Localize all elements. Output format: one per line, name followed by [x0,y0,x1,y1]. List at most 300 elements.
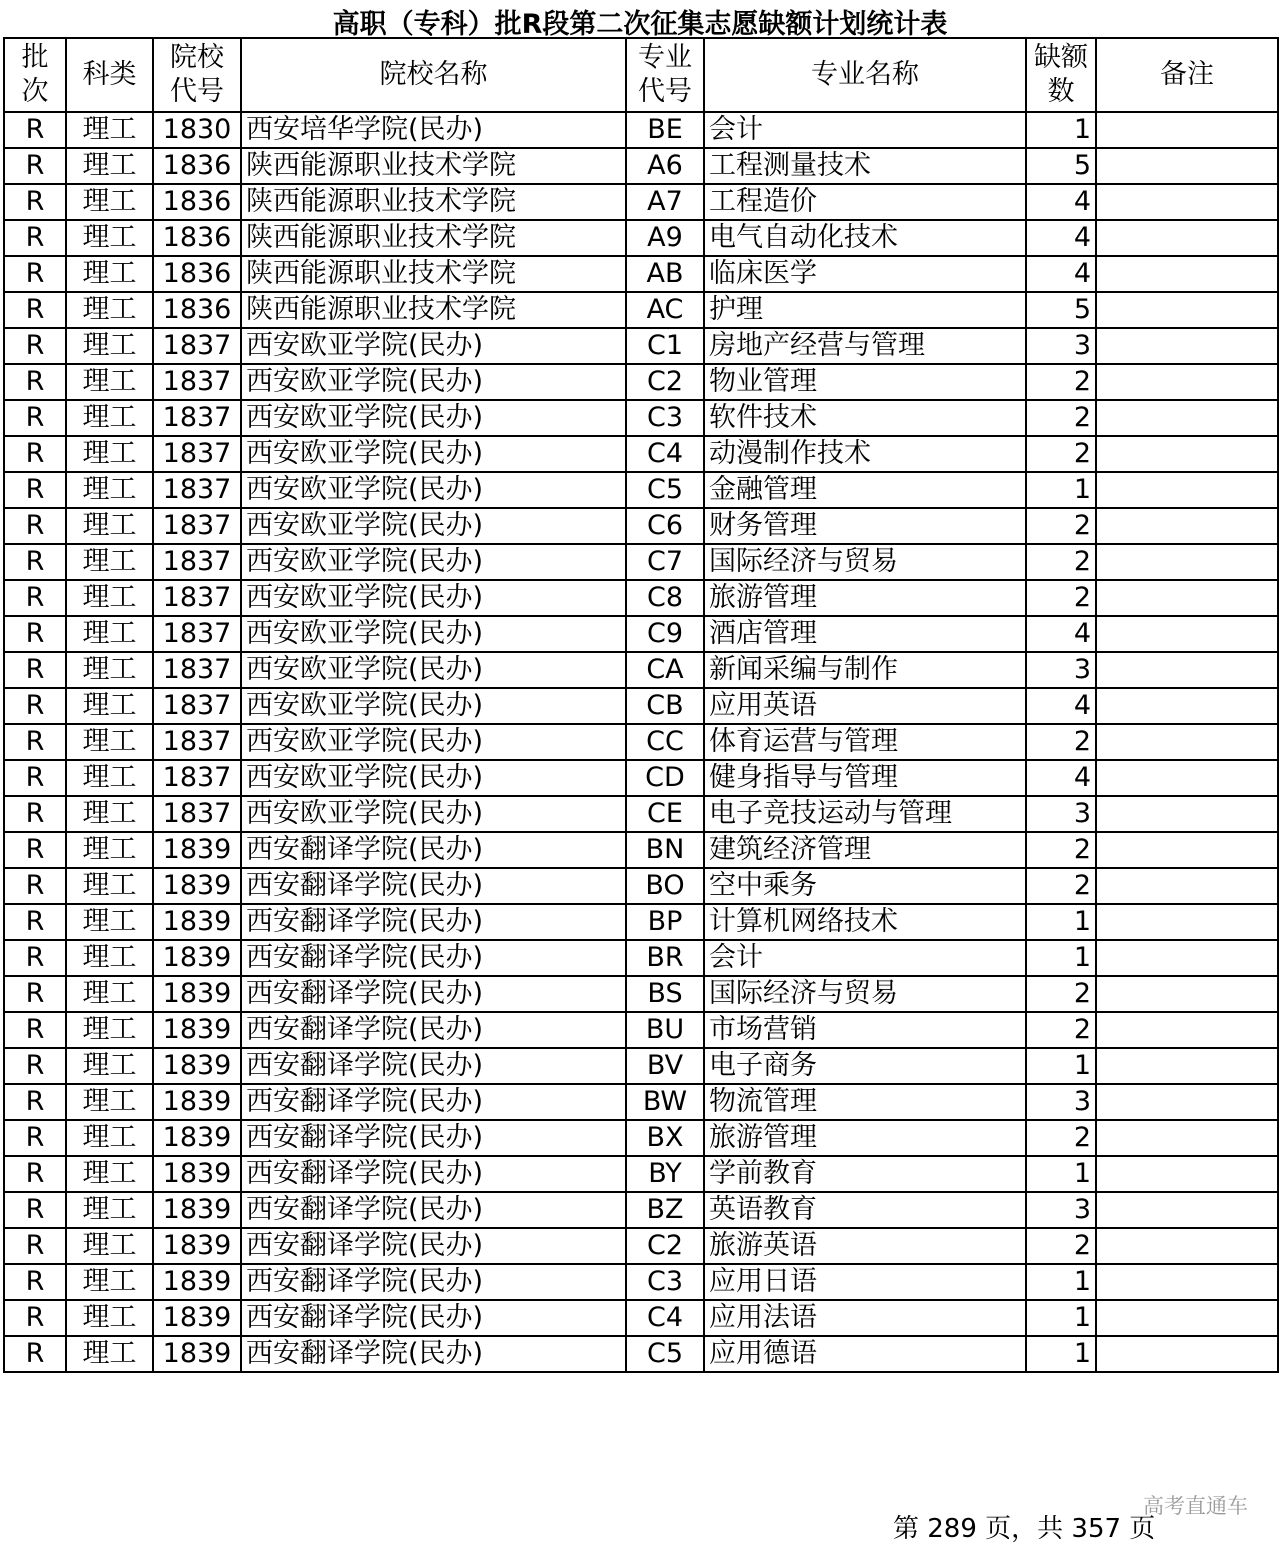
watermark: 高考直通车 [1143,1494,1248,1518]
table-row [4,220,1278,256]
cell-remarks [1096,1084,1278,1120]
cell-major-code: CC [626,724,704,760]
cell-school-code: 1836 [153,256,241,292]
header-major-name: 专业名称 [704,38,1026,112]
cell-vacancy: 2 [1026,580,1096,616]
cell-remarks [1096,112,1278,148]
quota-table [3,37,1279,1373]
cell-batch: R [4,1264,66,1300]
cell-vacancy: 1 [1026,1264,1096,1300]
table-row [4,148,1278,184]
cell-batch: R [4,1300,66,1336]
cell-major-name: 会计 [704,112,1026,148]
cell-remarks [1096,796,1278,832]
cell-remarks [1096,1156,1278,1192]
cell-vacancy: 2 [1026,1228,1096,1264]
table-row [4,940,1278,976]
table-row [4,292,1278,328]
cell-school-code: 1839 [153,940,241,976]
cell-school-code: 1837 [153,436,241,472]
cell-major-name: 旅游英语 [704,1228,1026,1264]
cell-major-name: 临床医学 [704,256,1026,292]
cell-major-code: BZ [626,1192,704,1228]
cell-major-name: 物流管理 [704,1084,1026,1120]
cell-vacancy: 2 [1026,544,1096,580]
cell-school-code: 1837 [153,328,241,364]
cell-school-code: 1836 [153,292,241,328]
cell-school-code: 1837 [153,544,241,580]
cell-major-name: 软件技术 [704,400,1026,436]
cell-major-code: BX [626,1120,704,1156]
cell-category: 理工 [66,544,153,580]
cell-major-code: C2 [626,364,704,400]
table-row [4,1156,1278,1192]
cell-school-name: 西安欧亚学院(民办) [241,544,626,580]
cell-category: 理工 [66,472,153,508]
cell-major-name: 财务管理 [704,508,1026,544]
cell-remarks [1096,436,1278,472]
cell-remarks [1096,1120,1278,1156]
cell-school-name: 西安翻译学院(民办) [241,1048,626,1084]
cell-batch: R [4,1228,66,1264]
cell-school-code: 1837 [153,364,241,400]
cell-vacancy: 2 [1026,1012,1096,1048]
header-remarks: 备注 [1096,38,1278,112]
cell-major-name: 建筑经济管理 [704,832,1026,868]
cell-school-name: 西安欧亚学院(民办) [241,508,626,544]
table-row [4,796,1278,832]
cell-major-name: 应用英语 [704,688,1026,724]
cell-school-code: 1839 [153,1192,241,1228]
cell-category: 理工 [66,328,153,364]
cell-vacancy: 3 [1026,328,1096,364]
cell-school-name: 陕西能源职业技术学院 [241,184,626,220]
cell-category: 理工 [66,184,153,220]
cell-major-code: BS [626,976,704,1012]
cell-batch: R [4,400,66,436]
cell-major-name: 计算机网络技术 [704,904,1026,940]
cell-category: 理工 [66,652,153,688]
cell-vacancy: 3 [1026,1192,1096,1228]
cell-batch: R [4,976,66,1012]
table-row [4,112,1278,148]
cell-major-name: 护理 [704,292,1026,328]
cell-major-code: C7 [626,544,704,580]
cell-category: 理工 [66,1156,153,1192]
table-row [4,1120,1278,1156]
cell-school-code: 1839 [153,1012,241,1048]
cell-major-code: CB [626,688,704,724]
cell-batch: R [4,796,66,832]
cell-school-name: 西安欧亚学院(民办) [241,688,626,724]
cell-major-code: BR [626,940,704,976]
cell-vacancy: 1 [1026,1300,1096,1336]
cell-batch: R [4,364,66,400]
cell-category: 理工 [66,1336,153,1372]
cell-category: 理工 [66,1012,153,1048]
cell-major-name: 市场营销 [704,1012,1026,1048]
cell-remarks [1096,292,1278,328]
cell-major-name: 体育运营与管理 [704,724,1026,760]
cell-category: 理工 [66,1084,153,1120]
cell-vacancy: 4 [1026,220,1096,256]
table-row [4,904,1278,940]
cell-vacancy: 4 [1026,760,1096,796]
cell-remarks [1096,1264,1278,1300]
cell-batch: R [4,1120,66,1156]
cell-major-code: AB [626,256,704,292]
cell-school-code: 1839 [153,1048,241,1084]
cell-major-name: 电子商务 [704,1048,1026,1084]
cell-remarks [1096,544,1278,580]
cell-batch: R [4,724,66,760]
cell-category: 理工 [66,904,153,940]
cell-vacancy: 1 [1026,472,1096,508]
cell-remarks [1096,256,1278,292]
cell-school-name: 西安翻译学院(民办) [241,832,626,868]
cell-school-code: 1837 [153,580,241,616]
cell-remarks [1096,328,1278,364]
cell-school-code: 1837 [153,508,241,544]
table-row [4,832,1278,868]
header-batch: 批次 [4,38,66,112]
cell-vacancy: 4 [1026,688,1096,724]
cell-major-name: 学前教育 [704,1156,1026,1192]
cell-batch: R [4,688,66,724]
cell-batch: R [4,1192,66,1228]
cell-major-code: C5 [626,1336,704,1372]
cell-major-name: 物业管理 [704,364,1026,400]
cell-school-code: 1839 [153,1300,241,1336]
cell-remarks [1096,580,1278,616]
cell-school-code: 1837 [153,688,241,724]
table-row [4,616,1278,652]
cell-major-name: 房地产经营与管理 [704,328,1026,364]
cell-major-code: C1 [626,328,704,364]
cell-remarks [1096,184,1278,220]
cell-school-name: 西安欧亚学院(民办) [241,436,626,472]
cell-major-name: 应用德语 [704,1336,1026,1372]
cell-school-name: 西安培华学院(民办) [241,112,626,148]
cell-batch: R [4,508,66,544]
cell-remarks [1096,1228,1278,1264]
cell-remarks [1096,940,1278,976]
cell-school-name: 西安翻译学院(民办) [241,904,626,940]
cell-school-code: 1837 [153,760,241,796]
cell-school-name: 西安翻译学院(民办) [241,1120,626,1156]
cell-category: 理工 [66,1192,153,1228]
cell-school-code: 1837 [153,796,241,832]
cell-remarks [1096,688,1278,724]
table-row [4,688,1278,724]
cell-category: 理工 [66,868,153,904]
cell-batch: R [4,1084,66,1120]
page-footer: 第 289 页，共 357 页 [893,1514,1156,1544]
cell-major-code: C8 [626,580,704,616]
cell-batch: R [4,832,66,868]
cell-remarks [1096,1012,1278,1048]
cell-remarks [1096,616,1278,652]
cell-remarks [1096,760,1278,796]
cell-school-name: 西安欧亚学院(民办) [241,364,626,400]
header-major-code: 专业代号 [626,38,704,112]
cell-school-code: 1839 [153,976,241,1012]
cell-school-name: 西安翻译学院(民办) [241,1012,626,1048]
cell-vacancy: 2 [1026,364,1096,400]
table-row [4,544,1278,580]
cell-batch: R [4,292,66,328]
cell-school-code: 1839 [153,832,241,868]
cell-vacancy: 3 [1026,652,1096,688]
table-row [4,1336,1278,1372]
cell-batch: R [4,148,66,184]
cell-major-name: 电子竞技运动与管理 [704,796,1026,832]
cell-school-name: 西安欧亚学院(民办) [241,796,626,832]
cell-remarks [1096,724,1278,760]
table-row [4,724,1278,760]
cell-batch: R [4,868,66,904]
cell-batch: R [4,112,66,148]
cell-vacancy: 5 [1026,292,1096,328]
cell-vacancy: 3 [1026,1084,1096,1120]
cell-remarks [1096,148,1278,184]
cell-major-name: 电气自动化技术 [704,220,1026,256]
cell-major-code: BV [626,1048,704,1084]
cell-vacancy: 4 [1026,616,1096,652]
cell-major-code: BU [626,1012,704,1048]
cell-batch: R [4,580,66,616]
cell-batch: R [4,760,66,796]
cell-major-name: 新闻采编与制作 [704,652,1026,688]
cell-category: 理工 [66,508,153,544]
cell-major-code: BP [626,904,704,940]
cell-school-name: 陕西能源职业技术学院 [241,220,626,256]
cell-major-code: A7 [626,184,704,220]
cell-major-name: 国际经济与贸易 [704,976,1026,1012]
cell-category: 理工 [66,1300,153,1336]
header-school-code: 院校代号 [153,38,241,112]
cell-school-name: 陕西能源职业技术学院 [241,292,626,328]
cell-remarks [1096,868,1278,904]
cell-school-name: 西安欧亚学院(民办) [241,616,626,652]
cell-batch: R [4,544,66,580]
cell-category: 理工 [66,1264,153,1300]
cell-school-code: 1839 [153,1264,241,1300]
cell-vacancy: 1 [1026,112,1096,148]
cell-major-code: BY [626,1156,704,1192]
cell-major-code: A9 [626,220,704,256]
cell-major-name: 会计 [704,940,1026,976]
header-row [4,38,1278,112]
cell-major-code: A6 [626,148,704,184]
cell-school-code: 1836 [153,184,241,220]
cell-remarks [1096,832,1278,868]
cell-school-name: 西安欧亚学院(民办) [241,724,626,760]
cell-school-code: 1839 [153,1120,241,1156]
cell-school-code: 1839 [153,1228,241,1264]
cell-major-code: C3 [626,1264,704,1300]
cell-vacancy: 2 [1026,1120,1096,1156]
cell-school-code: 1836 [153,220,241,256]
cell-school-name: 西安欧亚学院(民办) [241,652,626,688]
cell-major-name: 旅游管理 [704,580,1026,616]
table-row [4,472,1278,508]
header-vacancy: 缺额数 [1026,38,1096,112]
cell-vacancy: 2 [1026,724,1096,760]
cell-major-code: C6 [626,508,704,544]
cell-category: 理工 [66,796,153,832]
cell-category: 理工 [66,580,153,616]
cell-major-code: AC [626,292,704,328]
cell-batch: R [4,652,66,688]
cell-school-name: 西安翻译学院(民办) [241,1156,626,1192]
table-row [4,1084,1278,1120]
cell-school-name: 西安翻译学院(民办) [241,1336,626,1372]
cell-major-code: BE [626,112,704,148]
table-row [4,1012,1278,1048]
table-row [4,1300,1278,1336]
cell-remarks [1096,652,1278,688]
cell-category: 理工 [66,400,153,436]
cell-school-name: 西安翻译学院(民办) [241,1228,626,1264]
table-row [4,868,1278,904]
cell-category: 理工 [66,688,153,724]
cell-category: 理工 [66,1048,153,1084]
cell-vacancy: 2 [1026,436,1096,472]
cell-category: 理工 [66,1228,153,1264]
cell-major-name: 应用日语 [704,1264,1026,1300]
cell-major-code: BN [626,832,704,868]
cell-category: 理工 [66,256,153,292]
cell-category: 理工 [66,724,153,760]
table-row [4,1228,1278,1264]
cell-major-name: 应用法语 [704,1300,1026,1336]
cell-school-name: 西安翻译学院(民办) [241,940,626,976]
table-row [4,580,1278,616]
cell-school-name: 西安欧亚学院(民办) [241,760,626,796]
cell-category: 理工 [66,940,153,976]
cell-batch: R [4,1336,66,1372]
cell-major-name: 金融管理 [704,472,1026,508]
cell-category: 理工 [66,616,153,652]
cell-vacancy: 1 [1026,1336,1096,1372]
cell-school-name: 西安翻译学院(民办) [241,868,626,904]
table-row [4,364,1278,400]
cell-remarks [1096,472,1278,508]
cell-category: 理工 [66,832,153,868]
cell-vacancy: 4 [1026,256,1096,292]
cell-category: 理工 [66,1120,153,1156]
cell-vacancy: 2 [1026,868,1096,904]
cell-school-name: 陕西能源职业技术学院 [241,256,626,292]
cell-batch: R [4,256,66,292]
cell-school-code: 1837 [153,472,241,508]
cell-major-code: C2 [626,1228,704,1264]
table-row [4,1192,1278,1228]
cell-major-name: 工程造价 [704,184,1026,220]
cell-major-name: 英语教育 [704,1192,1026,1228]
cell-remarks [1096,220,1278,256]
cell-remarks [1096,904,1278,940]
cell-major-name: 动漫制作技术 [704,436,1026,472]
cell-school-code: 1839 [153,1084,241,1120]
table-row [4,508,1278,544]
cell-batch: R [4,1012,66,1048]
cell-vacancy: 2 [1026,832,1096,868]
cell-vacancy: 2 [1026,976,1096,1012]
cell-major-code: C4 [626,1300,704,1336]
cell-school-code: 1839 [153,904,241,940]
cell-category: 理工 [66,436,153,472]
cell-vacancy: 1 [1026,904,1096,940]
cell-vacancy: 1 [1026,940,1096,976]
cell-major-name: 工程测量技术 [704,148,1026,184]
table-row [4,400,1278,436]
table-row [4,436,1278,472]
cell-school-code: 1830 [153,112,241,148]
cell-school-code: 1837 [153,400,241,436]
cell-remarks [1096,976,1278,1012]
cell-major-name: 旅游管理 [704,1120,1026,1156]
cell-vacancy: 5 [1026,148,1096,184]
cell-remarks [1096,1300,1278,1336]
cell-category: 理工 [66,364,153,400]
cell-batch: R [4,940,66,976]
table-row [4,652,1278,688]
cell-school-name: 西安欧亚学院(民办) [241,328,626,364]
cell-major-code: C4 [626,436,704,472]
cell-school-code: 1836 [153,148,241,184]
cell-school-code: 1839 [153,1336,241,1372]
cell-school-code: 1837 [153,616,241,652]
cell-school-name: 西安翻译学院(民办) [241,1192,626,1228]
cell-remarks [1096,1336,1278,1372]
cell-school-code: 1839 [153,868,241,904]
cell-batch: R [4,1156,66,1192]
cell-remarks [1096,400,1278,436]
page-title: 高职（专科）批R段第二次征集志愿缺额计划统计表 [332,9,948,40]
header-school-name: 院校名称 [241,38,626,112]
cell-major-code: CA [626,652,704,688]
table-row [4,256,1278,292]
cell-major-code: BW [626,1084,704,1120]
table-row [4,328,1278,364]
cell-major-name: 国际经济与贸易 [704,544,1026,580]
cell-major-name: 空中乘务 [704,868,1026,904]
cell-major-code: CD [626,760,704,796]
cell-major-code: CE [626,796,704,832]
cell-remarks [1096,508,1278,544]
cell-major-name: 健身指导与管理 [704,760,1026,796]
cell-vacancy: 2 [1026,508,1096,544]
cell-batch: R [4,904,66,940]
cell-batch: R [4,436,66,472]
cell-vacancy: 1 [1026,1048,1096,1084]
cell-vacancy: 3 [1026,796,1096,832]
cell-school-name: 西安翻译学院(民办) [241,976,626,1012]
cell-school-name: 西安欧亚学院(民办) [241,580,626,616]
cell-major-name: 酒店管理 [704,616,1026,652]
cell-vacancy: 1 [1026,1156,1096,1192]
table-row [4,976,1278,1012]
cell-major-code: C9 [626,616,704,652]
cell-category: 理工 [66,976,153,1012]
cell-batch: R [4,616,66,652]
cell-major-code: C5 [626,472,704,508]
cell-school-name: 西安翻译学院(民办) [241,1300,626,1336]
header-category: 科类 [66,38,153,112]
cell-category: 理工 [66,220,153,256]
